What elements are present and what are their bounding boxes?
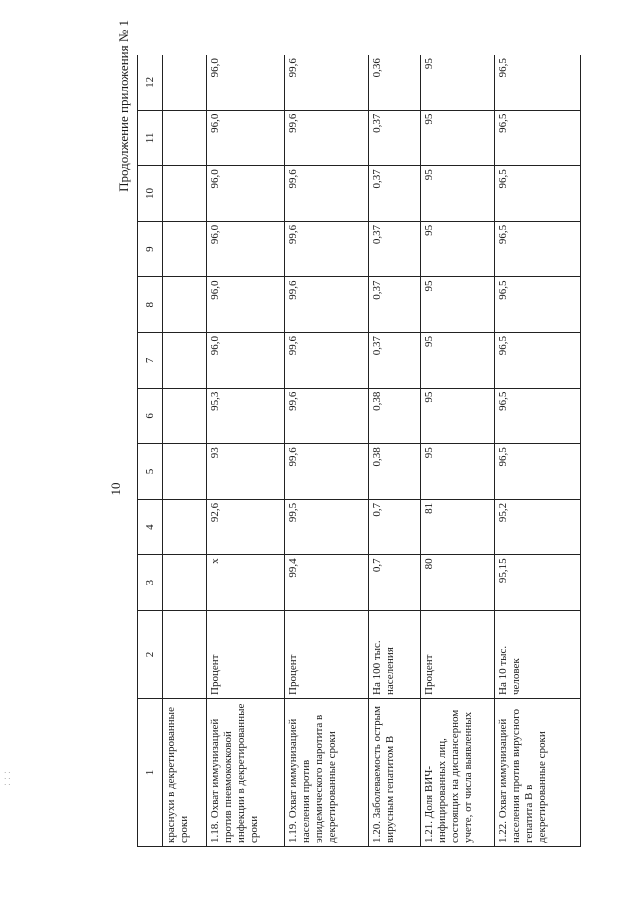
value-cell: 99,6 [285, 277, 369, 333]
value-cell: 0,36 [369, 55, 421, 110]
value-cell: 0,7 [369, 555, 421, 611]
column-header: 8 [138, 277, 163, 333]
value-cell: 0,37 [369, 166, 421, 222]
scan-margin-marks: · · · · · · [4, 769, 11, 789]
value-cell: 99,6 [285, 388, 369, 444]
value-cell: 93 [207, 444, 285, 500]
value-cell: 96,0 [207, 333, 285, 389]
value-cell: 95 [421, 388, 495, 444]
value-cell: 0,37 [369, 277, 421, 333]
unit-cell: На 10 тыс. человек [495, 611, 581, 699]
column-header: 4 [138, 499, 163, 555]
table-row [495, 55, 581, 847]
value-cell [163, 555, 207, 611]
unit-cell [163, 611, 207, 699]
value-cell: 96,5 [495, 388, 581, 444]
column-header: 7 [138, 333, 163, 389]
column-header: 12 [138, 55, 163, 110]
value-cell [163, 166, 207, 222]
value-cell: х [207, 555, 285, 611]
value-cell: 99,4 [285, 555, 369, 611]
unit-cell: Процент [207, 611, 285, 699]
value-cell: 0,37 [369, 333, 421, 389]
value-cell: 96,5 [495, 221, 581, 277]
indicator-name-cell: 1.21. Доля ВИЧ-инфицированных лиц, состоящих на диспансерном учете, от числа выявленных [421, 699, 495, 847]
table-row [285, 55, 369, 847]
value-cell: 96,5 [495, 55, 581, 110]
indicator-name-cell: краснухи в декретированные сроки [163, 699, 207, 847]
column-header: 6 [138, 388, 163, 444]
table-row [369, 55, 421, 847]
value-cell: 81 [421, 499, 495, 555]
table-row [421, 55, 495, 847]
table-header-row [138, 55, 163, 847]
value-cell: 0,38 [369, 388, 421, 444]
value-cell: 95,15 [495, 555, 581, 611]
rotated-table [137, 55, 581, 847]
table-row [163, 55, 207, 847]
value-cell [163, 444, 207, 500]
column-header: 3 [138, 555, 163, 611]
indicator-name-cell: 1.18. Охват иммунизацией против пневмококковой инфекции в декретированные сроки [207, 699, 285, 847]
value-cell: 99,6 [285, 221, 369, 277]
indicators-table [137, 55, 581, 847]
value-cell: 96,0 [207, 221, 285, 277]
value-cell: 96,0 [207, 166, 285, 222]
value-cell: 96,5 [495, 166, 581, 222]
value-cell: 96,5 [495, 110, 581, 166]
value-cell: 95 [421, 221, 495, 277]
column-header: 10 [138, 166, 163, 222]
value-cell: 96,0 [207, 277, 285, 333]
indicator-name-cell: 1.20. Заболеваемость острым вирусным гепатитом В [369, 699, 421, 847]
column-header: 11 [138, 110, 163, 166]
value-cell [163, 388, 207, 444]
indicator-name-cell: 1.22. Охват иммунизацией населения против вирусного гепатита В в декретированные сроки [495, 699, 581, 847]
value-cell [163, 221, 207, 277]
value-cell: 95 [421, 166, 495, 222]
value-cell: 95 [421, 444, 495, 500]
table-row [207, 55, 285, 847]
value-cell: 99,6 [285, 110, 369, 166]
value-cell: 99,6 [285, 444, 369, 500]
value-cell: 0,7 [369, 499, 421, 555]
value-cell: 99,5 [285, 499, 369, 555]
value-cell: 99,6 [285, 166, 369, 222]
value-cell: 96,0 [207, 110, 285, 166]
table-frame [137, 55, 581, 847]
column-header: 9 [138, 221, 163, 277]
column-header: 1 [138, 699, 163, 847]
value-cell: 96,5 [495, 333, 581, 389]
value-cell: 92,6 [207, 499, 285, 555]
value-cell [163, 499, 207, 555]
unit-cell: Процент [285, 611, 369, 699]
value-cell: 96,5 [495, 444, 581, 500]
value-cell: 95,3 [207, 388, 285, 444]
unit-cell: Процент [421, 611, 495, 699]
value-cell [163, 110, 207, 166]
value-cell [163, 277, 207, 333]
value-cell: 0,37 [369, 110, 421, 166]
page-number: 10 [108, 482, 123, 496]
value-cell: 80 [421, 555, 495, 611]
value-cell: 95 [421, 277, 495, 333]
column-header: 5 [138, 444, 163, 500]
value-cell: 99,6 [285, 333, 369, 389]
value-cell [163, 55, 207, 110]
column-header: 2 [138, 611, 163, 699]
indicator-name-cell: 1.19. Охват иммунизацией населения против эпидемического паротита в декретированные сроки [285, 699, 369, 847]
value-cell: 96,5 [495, 277, 581, 333]
appendix-caption: Продолжение приложения № 1 [116, 20, 131, 192]
unit-cell: На 100 тыс. населения [369, 611, 421, 699]
value-cell: 95 [421, 55, 495, 110]
value-cell: 99,6 [285, 55, 369, 110]
value-cell: 95,2 [495, 499, 581, 555]
value-cell: 0,38 [369, 444, 421, 500]
value-cell: 95 [421, 333, 495, 389]
value-cell: 95 [421, 110, 495, 166]
value-cell [163, 333, 207, 389]
value-cell: 0,37 [369, 221, 421, 277]
value-cell: 96,0 [207, 55, 285, 110]
